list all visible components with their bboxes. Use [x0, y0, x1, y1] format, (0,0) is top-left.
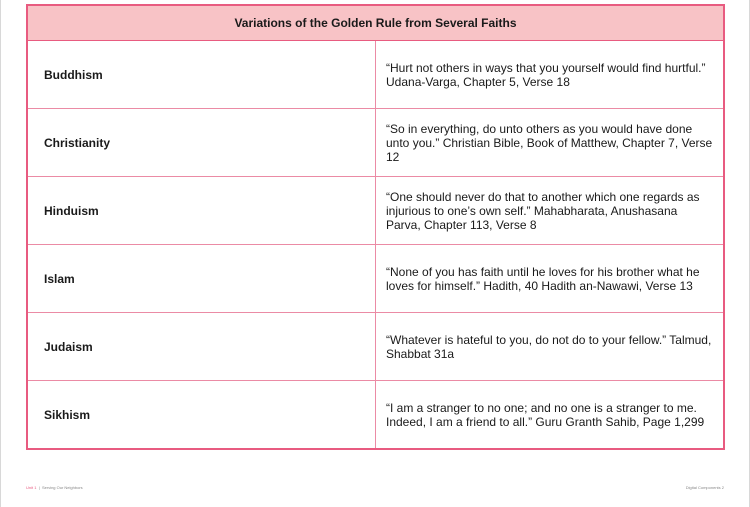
faith-quote: “I am a stranger to no one; and no one is a stranger to me. Indeed, I am a friend to all.” Guru Granth Sahib, Page 1,299	[376, 381, 725, 450]
golden-rule-table	[26, 4, 725, 450]
faith-quote: “Hurt not others in ways that you yourself would find hurtful.” Udana-Varga, Chapter 5, Verse 18	[376, 41, 725, 109]
table-row	[27, 41, 724, 109]
faith-quote: “Whatever is hateful to you, do not do to your fellow.” Talmud, Shabbat 31a	[376, 313, 725, 381]
table-row	[27, 381, 724, 450]
faith-name: Sikhism	[27, 381, 376, 450]
page-edge-left	[0, 0, 1, 507]
table-row	[27, 313, 724, 381]
footer-separator: |	[37, 485, 41, 490]
faith-quote: “One should never do that to another which one regards as injurious to one’s own self.” Mahabharata, Anushasana Parva, Chapter 113, Verse 8	[376, 177, 725, 245]
page-footer-left	[26, 485, 83, 490]
faith-quote: “So in everything, do unto others as you would have done unto you.” Christian Bible, Book of Matthew, Chapter 7, Verse 12	[376, 109, 725, 177]
page-footer-right: Digital Components 2	[685, 485, 724, 490]
table-row	[27, 177, 724, 245]
faith-name: Hinduism	[27, 177, 376, 245]
table-row	[27, 245, 724, 313]
footer-unit-title: Serving Our Neighbors	[41, 485, 83, 490]
faith-name: Christianity	[27, 109, 376, 177]
table-header-row	[27, 5, 724, 41]
faith-name: Buddhism	[27, 41, 376, 109]
footer-unit-label: Unit 1	[26, 485, 37, 490]
faith-name: Islam	[27, 245, 376, 313]
faith-name: Judaism	[27, 313, 376, 381]
faith-quote: “None of you has faith until he loves for his brother what he loves for himself.” Hadith, 40 Hadith an-Nawawi, Verse 13	[376, 245, 725, 313]
table-title: Variations of the Golden Rule from Several Faiths	[27, 5, 724, 41]
table-row	[27, 109, 724, 177]
